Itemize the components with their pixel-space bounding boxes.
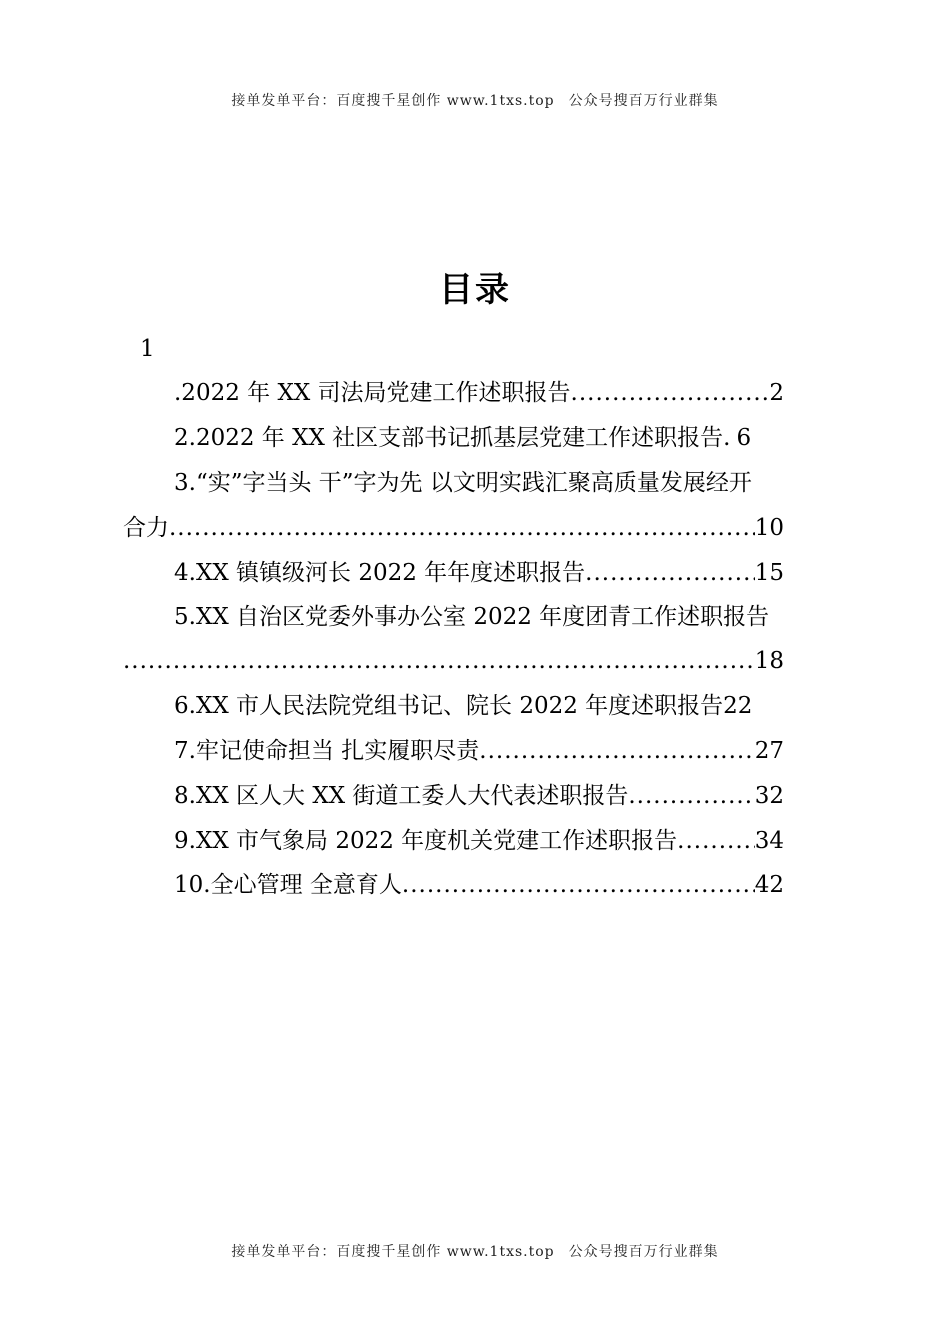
toc-title: 目录	[439, 270, 511, 310]
page-header-note	[0, 90, 950, 110]
toc-entry-text: 10.全心管理 全意育人	[174, 872, 402, 898]
header-platform-text: 接单发单平台：百度搜千星创作 www.1txs.top	[231, 93, 555, 109]
toc-entry-5-line-1[interactable]: 5.XX 自治区党委外事办公室 2022 年度团青工作述职报告	[174, 604, 770, 630]
toc-page-number: 10	[754, 515, 784, 541]
toc-entry-text: 9.XX 市气象局 2022 年度机关党建工作述职报告	[174, 828, 678, 854]
toc-entry-6[interactable]	[174, 691, 794, 721]
footer-channel-text: 公众号搜百万行业群集	[568, 1244, 719, 1260]
toc-entry-text: .2022 年 XX 司法局党建工作述职报告	[174, 380, 571, 406]
toc-entry-9[interactable]	[174, 826, 784, 856]
footer-platform-text: 接单发单平台：百度搜千星创作 www.1txs.top	[231, 1244, 555, 1260]
toc-page-number: 32	[754, 783, 784, 809]
toc-entry-text: 合力	[123, 515, 169, 541]
toc-entry-3[interactable]	[123, 513, 784, 543]
toc-entry-10[interactable]	[174, 870, 784, 900]
toc-entry-5[interactable]	[123, 646, 784, 676]
toc-dot-leader	[585, 558, 755, 588]
toc-dot-leader	[402, 870, 755, 900]
toc-entry-text: 6.XX 市人民法院党组书记、院长 2022 年度述职报告	[174, 693, 724, 719]
toc-entry-text: 4.XX 镇镇级河长 2022 年年度述职报告	[174, 560, 586, 586]
toc-dot-leader	[479, 736, 754, 766]
toc-page-number: 15	[754, 560, 784, 586]
toc-entry-7[interactable]	[174, 736, 784, 766]
toc-dot-leader	[571, 378, 770, 408]
toc-dot-leader	[677, 826, 755, 856]
toc-entry-8[interactable]	[174, 781, 784, 811]
toc-entry-1[interactable]	[174, 378, 784, 408]
toc-entry-4[interactable]	[174, 558, 784, 588]
toc-page-number: 27	[754, 738, 784, 764]
toc-entry-text: 2.2022 年 XX 社区支部书记抓基层党建工作述职报告.	[174, 425, 731, 451]
toc-entry-2[interactable]	[174, 423, 784, 453]
toc-entry-text: 8.XX 区人大 XX 街道工委人大代表述职报告	[174, 783, 629, 809]
toc-dot-leader	[628, 781, 754, 811]
toc-page-number: 2	[769, 380, 784, 406]
toc-dot-leader	[123, 646, 755, 676]
toc-entry-3-line-1[interactable]: 3.“实”字当头 干”字为先 以文明实践汇聚高质量发展经开	[174, 470, 752, 496]
toc-page-number: 18	[754, 648, 784, 674]
toc-stray-number: 1	[140, 336, 155, 362]
toc-page-number: 42	[754, 872, 784, 898]
page-footer-note	[0, 1241, 950, 1261]
toc-page-number: 34	[754, 828, 784, 854]
toc-dot-leader	[169, 513, 755, 543]
toc-page-number: 6	[736, 425, 752, 451]
toc-page-number: 22	[723, 693, 753, 719]
toc-entry-text: 7.牢记使命担当 扎实履职尽责	[174, 738, 480, 764]
header-channel-text: 公众号搜百万行业群集	[568, 93, 719, 109]
